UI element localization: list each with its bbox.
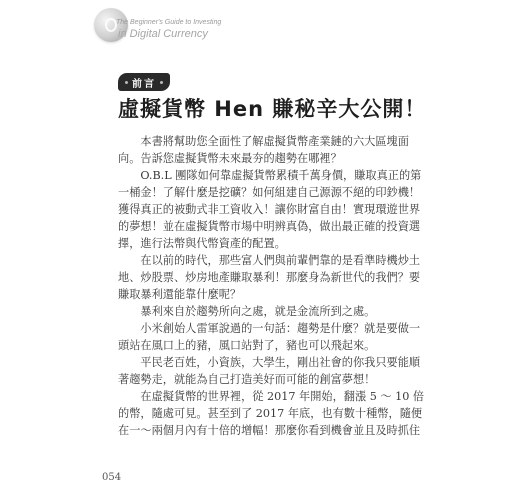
page-number: 054 (102, 472, 122, 483)
section-badge-label: 前言 (132, 78, 156, 90)
text-line: 著趨勢走，就能為自己打造美好而可能的創富夢想！ (118, 373, 376, 386)
text-line: 本書將幫助您全面性了解虛擬貨幣產業鏈的六大區塊面 (140, 135, 409, 148)
series-logo (94, 6, 234, 58)
series-title-large: in Digital Currency (118, 28, 208, 40)
text-line: 平民老百姓，小資族，大學生，剛出社會的你我只要能順 (140, 356, 421, 369)
chapter-title: 虛擬貨幣 Hen 賺秘辛大公開！ (118, 97, 427, 121)
text-line: 在虛擬貨幣的世界裡，從 2017 年開始，翻漲 5 ～ 10 倍 (140, 390, 425, 403)
paragraph (118, 354, 421, 388)
paragraph (118, 388, 425, 439)
body-text (118, 133, 425, 439)
section-badge (118, 73, 170, 91)
paragraph (118, 252, 421, 303)
paragraph (118, 320, 421, 354)
bullet-dot-icon (125, 81, 128, 84)
text-line: 暴利來自於趨勢所向之處，就是金流所到之處。 (140, 305, 376, 318)
text-line: 向。告訴您虛擬貨幣未來最夯的趨勢在哪裡？ (118, 152, 342, 165)
text-line: 地、炒股票、炒房地產賺取暴利！那麼身為新世代的我們？要 (118, 271, 421, 284)
series-title-small: The Beginner's Guide to Investing (116, 19, 222, 26)
text-line: 在以前的時代，那些富人們與前輩們靠的是看準時機炒土 (140, 254, 421, 267)
paragraph (118, 167, 422, 252)
text-line: 賺取暴利還能靠什麼呢？ (118, 288, 242, 301)
text-line: 在一～兩個月內有十倍的增幅！那麼你看到機會並且及時抓住 (118, 424, 421, 437)
paragraph (118, 303, 418, 320)
text-line: O.B.L 團隊如何靠虛擬貨幣累積千萬身價，賺取真正的第 (140, 169, 422, 182)
text-line: 的幣，隨處可見。甚至到了 2017 年底，也有數十種幣，隨便 (118, 407, 423, 420)
text-line: 頭站在風口上的豬，風口站對了，豬也可以飛起來。 (118, 339, 376, 352)
text-line: 擇，進行法幣與代幣資產的配置。 (118, 237, 286, 250)
paragraph (118, 133, 418, 167)
text-line: 小米創始人雷軍說過的一句話：趨勢是什麼？就是要做一 (140, 322, 421, 335)
text-line: 的夢想！並在虛擬貨幣市場中明辨真偽，做出最正確的投資選 (118, 220, 421, 233)
text-line: 一桶金！了解什麼是挖礦？如何組建自己源源不絕的印鈔機！ (118, 186, 421, 199)
text-line: 獲得真正的被動式非工資收入！讓你財富自由！實現環遊世界 (118, 203, 421, 216)
bullet-dot-icon (160, 81, 163, 84)
